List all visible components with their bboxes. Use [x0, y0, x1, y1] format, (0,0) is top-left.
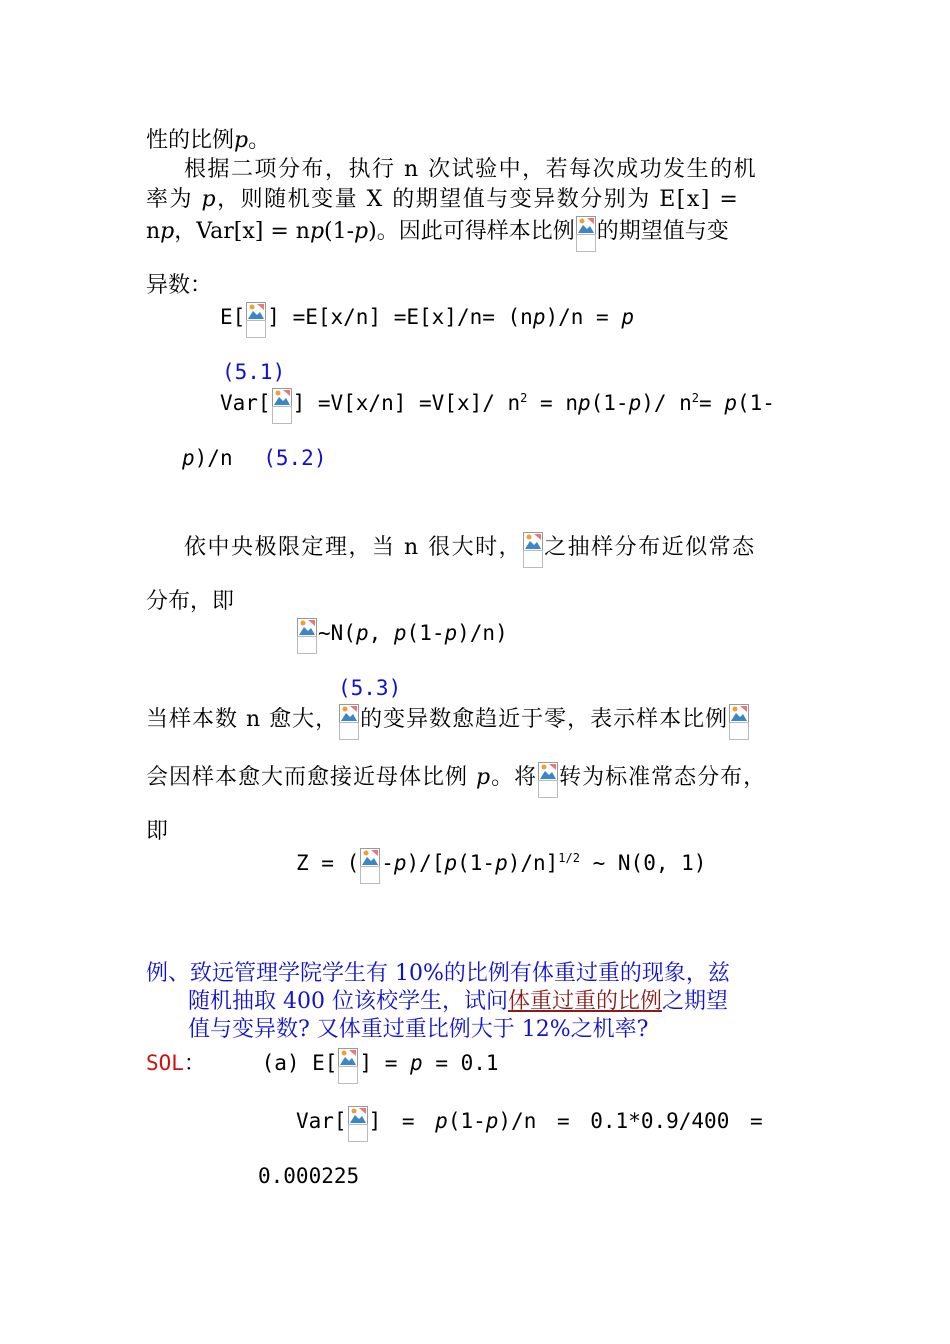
text: Z = (: [296, 851, 360, 875]
italic-p: p: [410, 1051, 423, 1075]
text: )/n = 0.1*0.9/400 =: [498, 1109, 763, 1133]
text: E[: [220, 305, 246, 329]
italic-p: p: [476, 765, 492, 790]
broken-image-icon: [338, 1048, 358, 1084]
broken-image-icon: [246, 302, 266, 338]
text: )/n =: [545, 305, 622, 329]
italic-p: p: [354, 219, 369, 244]
broken-image-icon: [360, 848, 380, 884]
italic-p: p: [495, 851, 508, 875]
text: 即: [146, 819, 169, 844]
italic-p: p: [309, 219, 325, 244]
text: ] =: [359, 1051, 411, 1075]
text: (1-: [590, 391, 629, 415]
text: 随机抽取 400 位该校学生，试问: [188, 989, 508, 1014]
broken-image-icon: [297, 618, 317, 654]
text: (1-: [406, 621, 445, 645]
italic-p: p: [532, 305, 546, 329]
broken-image-icon: [576, 216, 596, 252]
text: -: [381, 851, 394, 875]
highlighted-link[interactable]: 体重过重的比例: [507, 989, 662, 1014]
text: ] =: [368, 1109, 436, 1133]
text: = n: [527, 391, 578, 415]
italic-p: p: [444, 851, 458, 875]
text: Var[: [296, 1109, 347, 1133]
text-line: [184, 156, 757, 184]
broken-image-icon: [523, 532, 543, 568]
text: 根据二项分布，执行 n 次试验中，若每次成功发生的机: [184, 157, 758, 182]
text: )/n]: [507, 851, 559, 875]
text-line: [146, 216, 729, 252]
text: (1-: [447, 1109, 486, 1133]
text: 转为标准常态分布，: [559, 765, 767, 790]
example-line: [188, 1016, 648, 1044]
text: (1-: [736, 391, 775, 415]
text: ，则随机变量 X 的期望值与变异数分别为 E[x] =: [217, 187, 740, 212]
text-line: [146, 762, 766, 798]
text: (5.1): [222, 360, 286, 384]
text: ~ N(0, 1): [579, 851, 707, 875]
solution-line-a: [146, 1048, 499, 1084]
equation-expectation: [220, 302, 634, 338]
sol-label: SOL: [146, 1051, 184, 1075]
broken-image-icon: [348, 1106, 368, 1142]
text: 异数：: [146, 273, 213, 298]
solution-line-var: [296, 1106, 763, 1142]
text: (1-: [457, 851, 496, 875]
text: )/[: [406, 851, 445, 875]
equation-z-score: [296, 848, 706, 884]
text: Var[: [220, 391, 271, 415]
italic-p: p: [355, 621, 369, 645]
solution-result: [258, 1162, 359, 1190]
text: ~N(: [318, 621, 356, 645]
text: 性的比例: [146, 128, 235, 153]
italic-p: p: [724, 391, 737, 415]
equation-variance: [220, 388, 775, 424]
text: 。将: [491, 765, 538, 790]
text: )/n): [457, 621, 508, 645]
italic-p: p: [485, 1109, 499, 1133]
italic-p: p: [393, 621, 407, 645]
text: 会因样本愈大而愈接近母体比例: [146, 765, 476, 790]
superscript: 1/2: [558, 851, 580, 865]
broken-image-icon: [339, 704, 359, 740]
superscript: 2: [520, 391, 528, 405]
text: 率为: [146, 187, 202, 212]
text: ，Var[x] = n: [174, 219, 310, 244]
text: 0.000225: [258, 1164, 360, 1188]
italic-p: p: [621, 305, 634, 329]
italic-p: p: [182, 446, 195, 470]
text: )/n: [194, 446, 233, 470]
text: 值与变异数? 又体重过重比例大于 12%之机率?: [188, 1017, 649, 1042]
italic-p: p: [201, 187, 218, 212]
text: (1-: [324, 219, 355, 244]
text: )/ n: [641, 391, 692, 415]
text: 之抽样分布近似常态: [544, 535, 756, 560]
italic-p: p: [577, 391, 591, 415]
text: )。因此可得样本比例: [368, 219, 575, 244]
text: 之期望: [662, 989, 729, 1014]
text: ,: [368, 621, 394, 645]
text-line: [146, 704, 750, 740]
text-line: [184, 532, 756, 568]
equation-number: (5.2): [263, 446, 327, 470]
superscript: 2: [691, 391, 700, 405]
text: 依中央极限定理，当 n 很大时，: [184, 535, 523, 560]
equation-normal-approx: [296, 618, 508, 654]
text: (a) E[: [261, 1051, 338, 1075]
text-line: [146, 127, 270, 155]
italic-p: p: [444, 621, 458, 645]
text-line: [146, 186, 739, 214]
example-line: [146, 960, 730, 988]
text: n: [146, 219, 161, 244]
italic-p: p: [628, 391, 642, 415]
text: ] =E[x/n] =E[x]/n= (n: [267, 305, 533, 329]
example-line: [188, 988, 728, 1016]
text: 分布，即: [146, 589, 235, 614]
text-line: [146, 588, 234, 616]
text-line: [146, 272, 212, 300]
text: ] =V[x/n] =V[x]/ n: [292, 391, 521, 415]
italic-p: p: [435, 1109, 448, 1133]
text: 例、致远管理学院学生有 10%的比例有体重过重的现象，兹: [146, 961, 730, 986]
equation-number: [338, 674, 401, 702]
text: 的期望值与变: [596, 219, 729, 244]
text: 当样本数 n 愈大，: [146, 707, 339, 732]
text: (5.3): [338, 676, 402, 700]
text: ：: [183, 1051, 205, 1075]
italic-p: p: [234, 128, 249, 153]
broken-image-icon: [538, 762, 558, 798]
text: 的变异数愈趋近于零，表示样本比例: [360, 707, 729, 732]
italic-p: p: [393, 851, 407, 875]
italic-p: p: [160, 219, 175, 244]
text: = 0.1: [422, 1051, 499, 1075]
text-line: [146, 818, 168, 846]
equation-variance-cont: [182, 444, 326, 472]
text: =: [699, 391, 725, 415]
broken-image-icon: [272, 388, 292, 424]
equation-number: [222, 358, 285, 386]
broken-image-icon: [729, 704, 749, 740]
text: 。: [248, 128, 271, 153]
